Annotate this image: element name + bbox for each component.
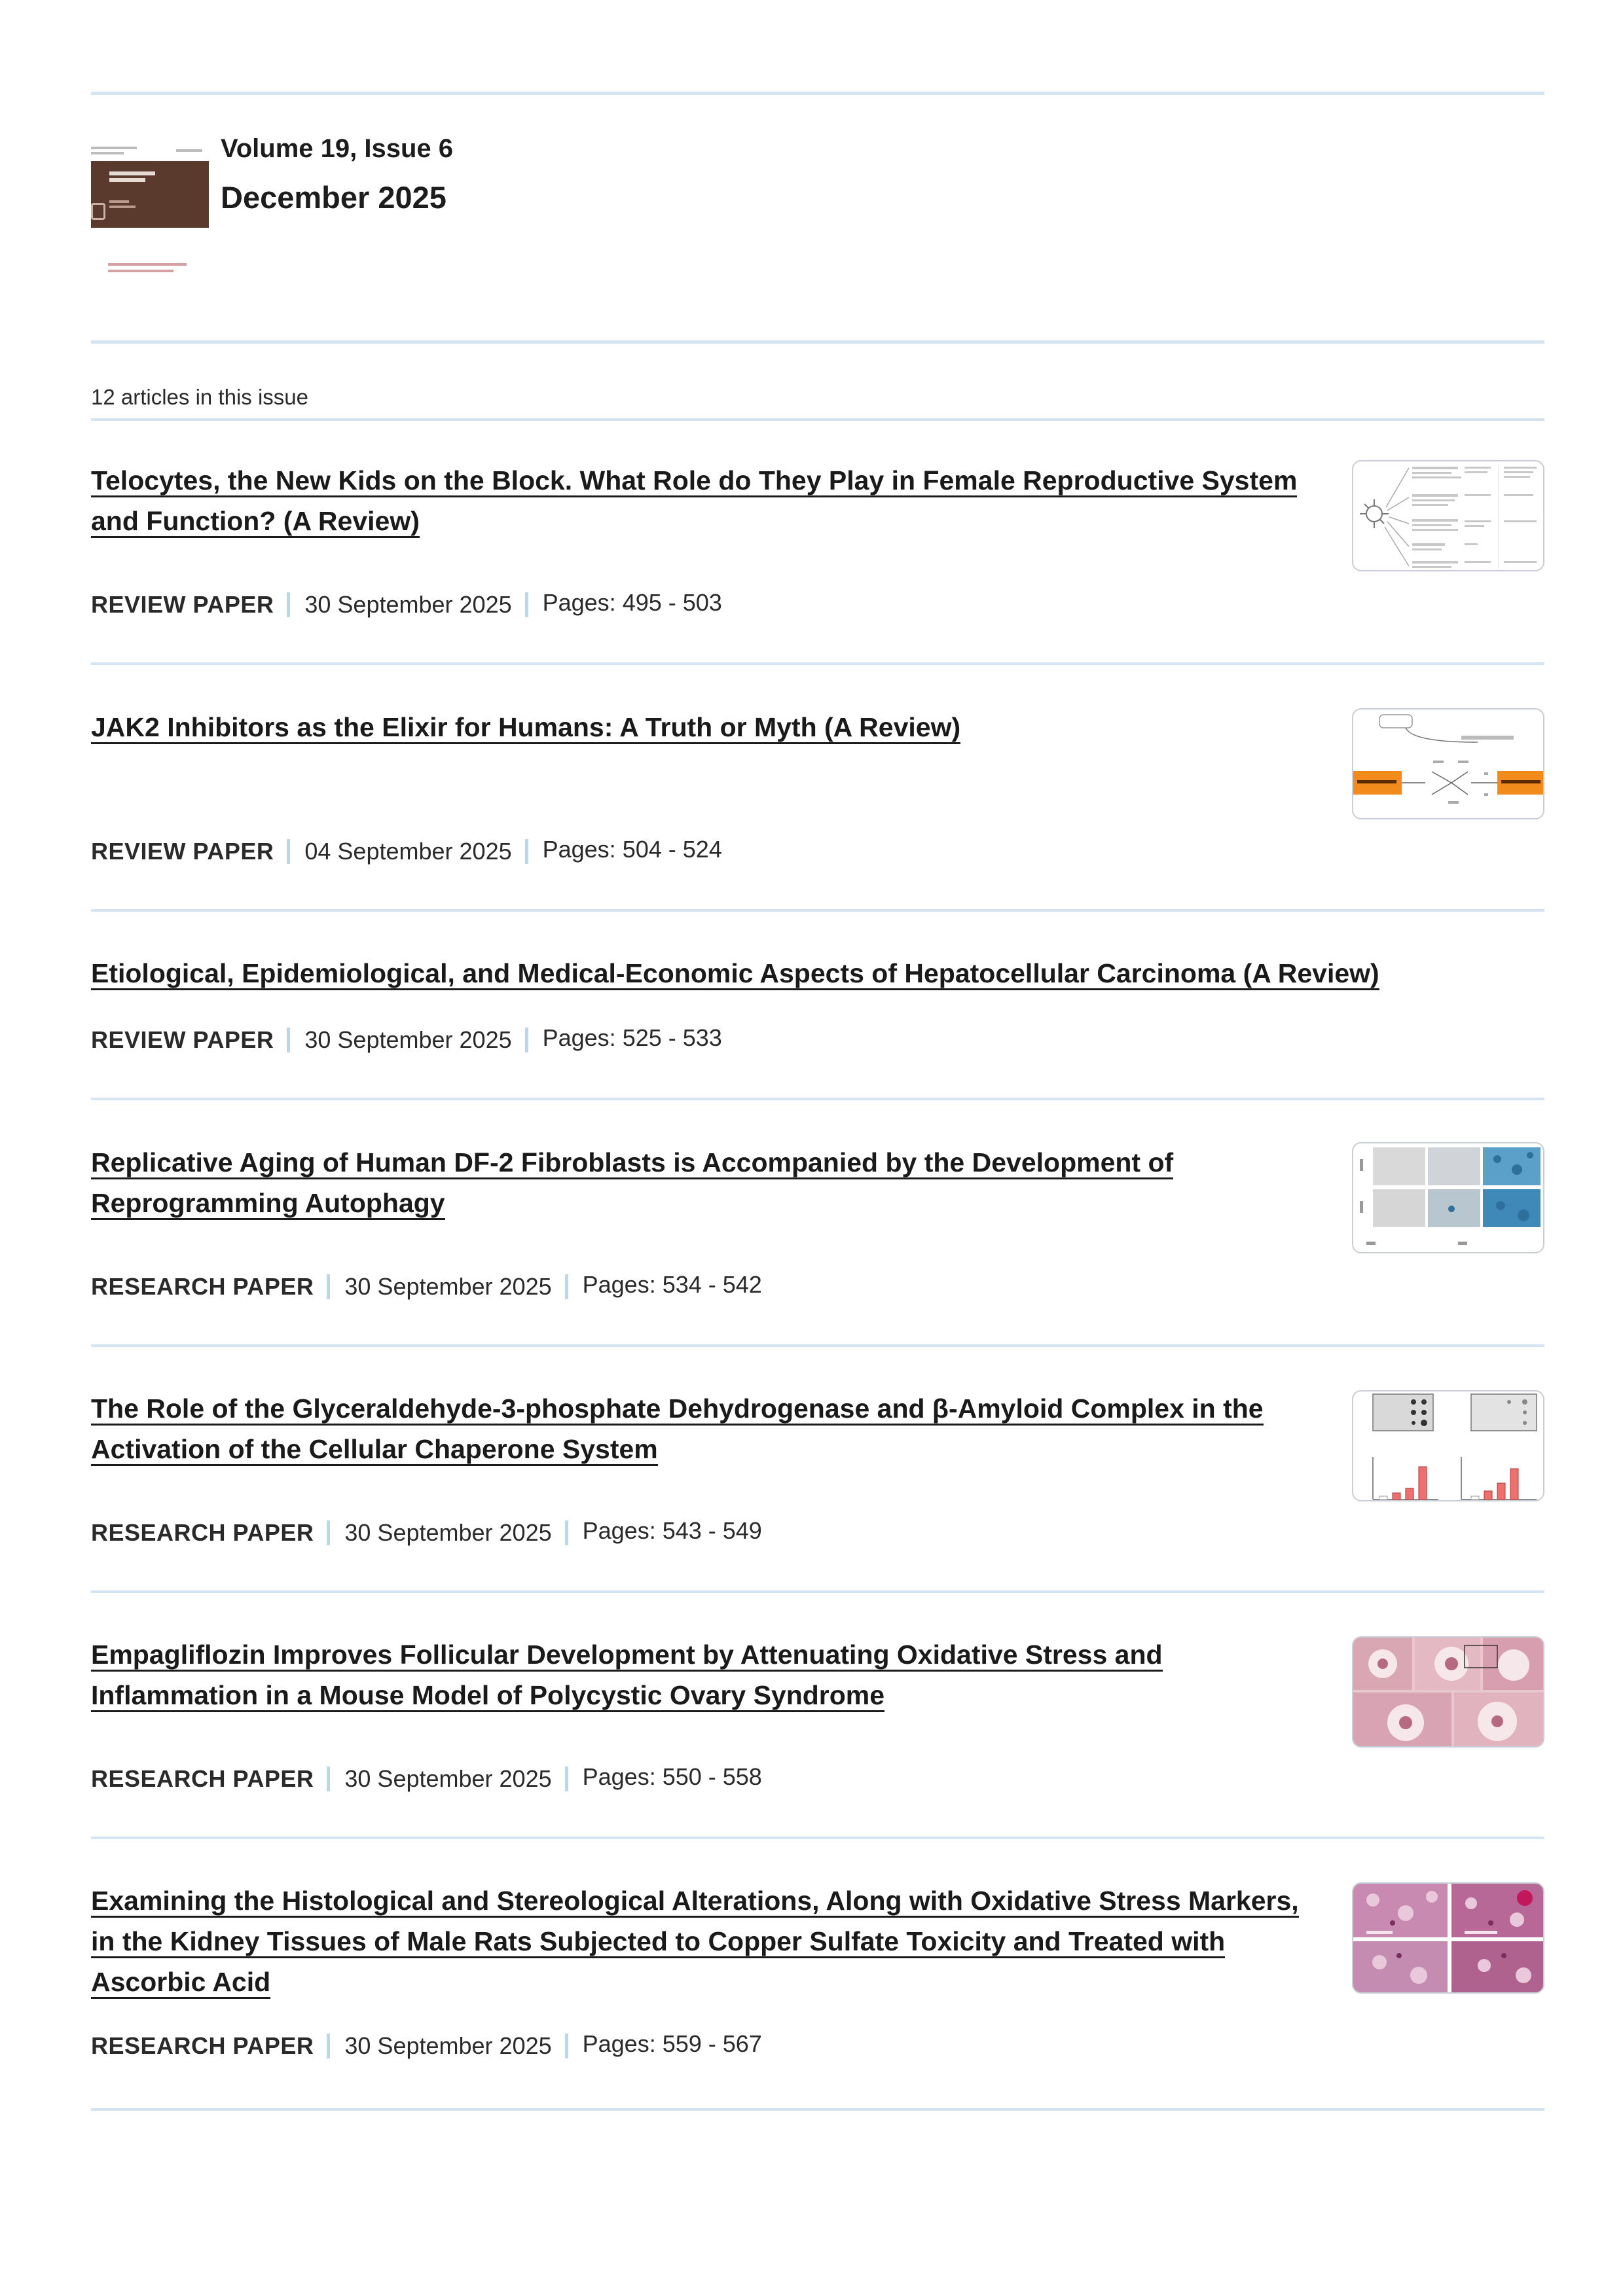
meta-separator <box>525 839 528 864</box>
meta-separator <box>327 1274 330 1299</box>
meta-separator <box>287 839 290 864</box>
article-date: 30 September 2025 <box>304 591 512 618</box>
article-thumbnail[interactable] <box>1352 460 1544 571</box>
article-thumbnail[interactable] <box>1352 708 1544 819</box>
article-type: REVIEW PAPER <box>91 591 274 618</box>
article-meta <box>91 1026 722 1054</box>
article-pages: Pages: 550 - 558 <box>582 1763 762 1790</box>
article-pages: Pages: 559 - 567 <box>582 2030 762 2057</box>
article-title <box>91 1634 1322 1715</box>
article-pages: Pages: 543 - 549 <box>582 1517 762 1544</box>
article-thumbnail[interactable] <box>1352 1882 1544 1994</box>
article-title <box>91 953 1544 994</box>
article-meta <box>91 1765 762 1793</box>
article-title <box>91 1880 1322 2002</box>
issue-cover-image[interactable] <box>91 144 209 288</box>
article-divider <box>91 1098 1544 1100</box>
meta-separator <box>327 2034 330 2058</box>
article-divider <box>91 662 1544 665</box>
article-meta <box>91 2032 762 2060</box>
meta-separator <box>287 1028 290 1052</box>
article-title <box>91 460 1322 541</box>
article-meta <box>91 1273 762 1300</box>
meta-separator <box>287 592 290 617</box>
article-thumbnail[interactable] <box>1352 1636 1544 1748</box>
article-pages: Pages: 525 - 533 <box>542 1024 722 1051</box>
article-title-link[interactable]: Etiological, Epidemiological, and Medical-Economic Aspects of Hepatocellular Carcinoma (A Review) <box>91 958 1379 990</box>
article-date: 30 September 2025 <box>344 1765 552 1792</box>
article-type: RESEARCH PAPER <box>91 1519 314 1546</box>
meta-separator <box>565 1520 568 1545</box>
article-title-link[interactable]: Replicative Aging of Human DF-2 Fibroblasts is Accompanied by the Development of Reprogramming Autophagy <box>91 1147 1173 1220</box>
article-date: 30 September 2025 <box>304 1026 512 1053</box>
article-title <box>91 1142 1322 1223</box>
article-pages: Pages: 534 - 542 <box>582 1271 762 1298</box>
article-type: REVIEW PAPER <box>91 1026 274 1053</box>
header-divider <box>91 340 1544 344</box>
article-meta <box>91 1519 762 1547</box>
issue-volume: Volume 19, Issue 6 <box>221 134 453 163</box>
top-divider <box>91 92 1544 95</box>
article-date: 30 September 2025 <box>344 1273 552 1300</box>
article-divider <box>91 909 1544 912</box>
article-type: RESEARCH PAPER <box>91 1273 314 1300</box>
article-date: 04 September 2025 <box>304 838 512 865</box>
article-title-link[interactable]: Examining the Histological and Stereological Alterations, Along with Oxidative Stress Markers, in the Kidney Tissues of Male Rats Subjected to Copper Sulfate Toxicity and Treated with Ascorbic Acid <box>91 1886 1299 1999</box>
article-pages: Pages: 495 - 503 <box>542 589 722 616</box>
article-meta <box>91 838 722 865</box>
meta-separator <box>525 1028 528 1052</box>
article-title <box>91 707 1322 747</box>
article-date: 30 September 2025 <box>344 2032 552 2059</box>
article-count: 12 articles in this issue <box>91 385 308 409</box>
article-title-link[interactable]: Telocytes, the New Kids on the Block. What Role do They Play in Female Reproductive System and Function? (A Review) <box>91 465 1297 538</box>
article-title-link[interactable]: Empagliflozin Improves Follicular Development by Attenuating Oxidative Stress and Inflammation in a Mouse Model of Polycystic Ovary Syndrome <box>91 1640 1163 1712</box>
article-type: RESEARCH PAPER <box>91 1765 314 1792</box>
article-thumbnail[interactable] <box>1352 1142 1544 1253</box>
issue-date: December 2025 <box>221 180 447 215</box>
list-divider <box>91 418 1544 421</box>
article-divider <box>91 1837 1544 1839</box>
meta-separator <box>565 1767 568 1791</box>
article-divider <box>91 2108 1544 2111</box>
meta-separator <box>327 1767 330 1791</box>
article-thumbnail[interactable] <box>1352 1390 1544 1501</box>
article-type: RESEARCH PAPER <box>91 2032 314 2059</box>
article-meta <box>91 591 722 619</box>
article-divider <box>91 1344 1544 1347</box>
meta-separator <box>327 1520 330 1545</box>
article-date: 30 September 2025 <box>344 1519 552 1546</box>
article-divider <box>91 1590 1544 1593</box>
article-title <box>91 1388 1322 1469</box>
meta-separator <box>565 1274 568 1299</box>
meta-separator <box>525 592 528 617</box>
article-pages: Pages: 504 - 524 <box>542 836 722 863</box>
article-type: REVIEW PAPER <box>91 838 274 865</box>
meta-separator <box>565 2034 568 2058</box>
article-title-link[interactable]: The Role of the Glyceraldehyde-3-phosphate Dehydrogenase and β-Amyloid Complex in the Activation of the Cellular Chaperone System <box>91 1393 1264 1466</box>
article-title-link[interactable]: JAK2 Inhibitors as the Elixir for Humans: A Truth or Myth (A Review) <box>91 712 960 744</box>
